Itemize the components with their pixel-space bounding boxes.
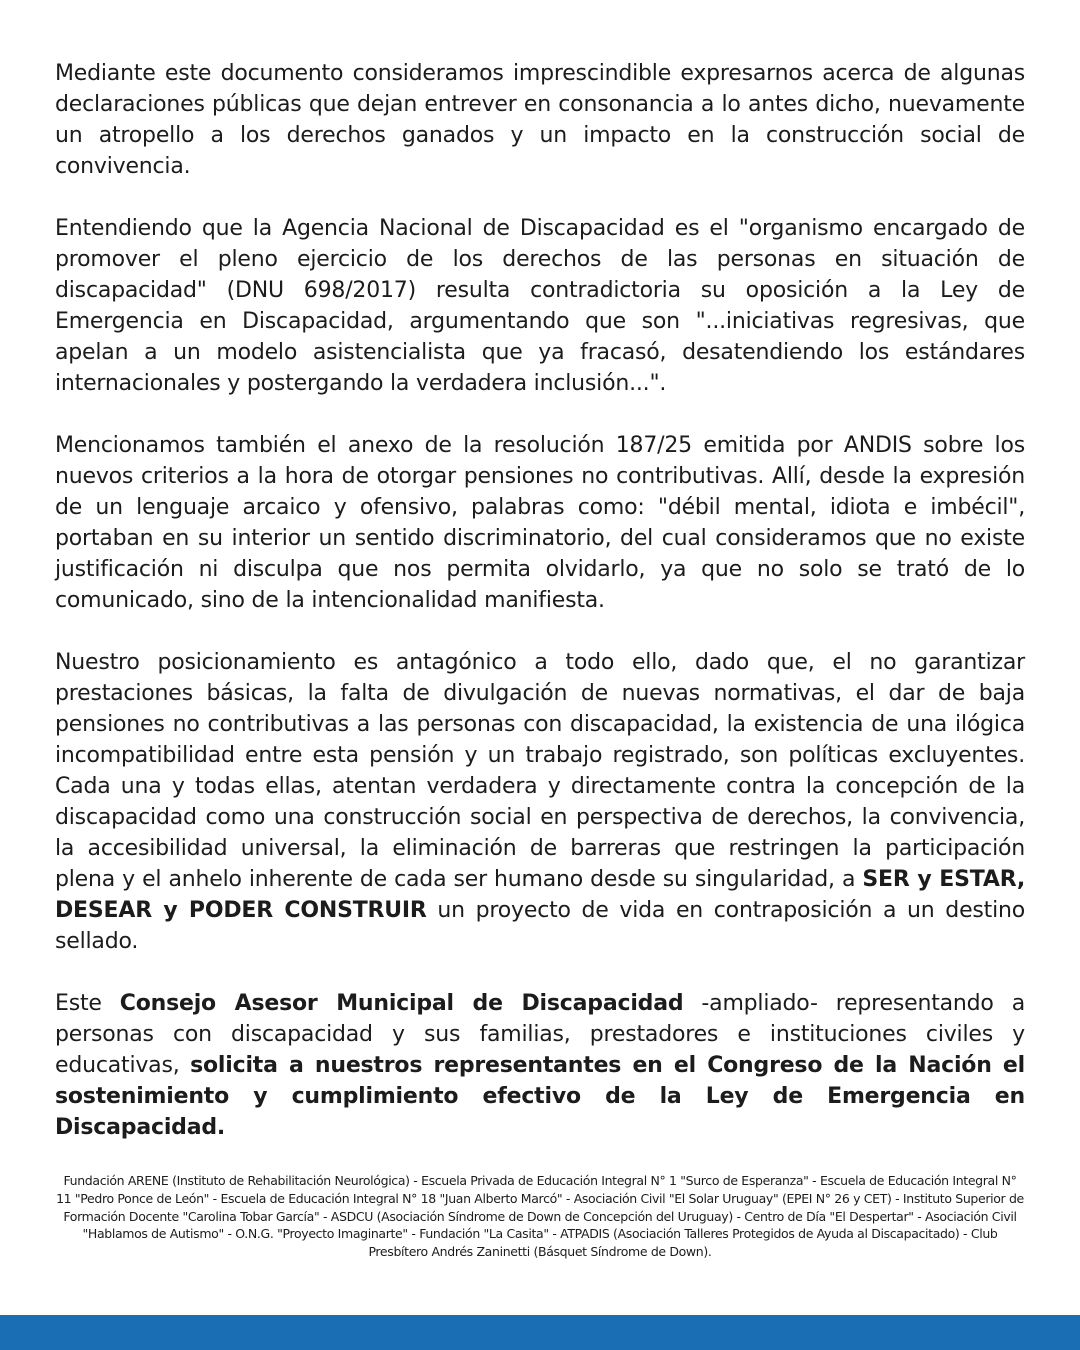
paragraph-position-emphasis: SER y ESTAR, DESEAR y PODER CONSTRUIR <box>55 867 1026 923</box>
paragraph-andis-agency: Entendiendo que la Agencia Nacional de Discapacidad es el "organismo encargado de promover el pleno ejercicio de los derechos de las personas en situación de discapacidad" (DNU 698/2017) resulta contradictoria su oposición a la Ley de Emergencia en Discapacidad, argumentando que son "...iniciativas regresivas, que apelan a un modelo asistencialista que ya fracasó, desatendiendo los estándares internacionales y postergando la verdadera inclusión...". <box>55 216 1025 396</box>
paragraph-resolution: Mencionamos también el anexo de la resolución 187/25 emitida por ANDIS sobre los nuevos criterios a la hora de otorgar pensiones no contributivas. Allí, desde la expresión de un lenguaje arcaico y ofensivo, palabras como: "débil mental, idiota e imbécil", portaban en su interior un sentido discriminatorio, del cual consideramos que no existe justificación ni disculpa que nos permita olvidarlo, ya que no solo se trató de lo comunicado, sino de la intencionalidad manifiesta. <box>55 433 1025 613</box>
paragraph-position <box>55 647 1025 957</box>
paragraph-position-ending: un proyecto de vida en contraposición a un destino sellado. <box>55 898 1026 954</box>
paragraph-request <box>55 988 1025 1143</box>
bottom-color-bar <box>0 1315 1080 1350</box>
paragraph-intro: Mediante este documento consideramos imprescindible expresarnos acerca de algunas declaraciones públicas que dejan entrever en consonancia a lo antes dicho, nuevamente un atropello a los derechos ganados y un impacto en la construcción social de convivencia. <box>55 61 1025 179</box>
council-name: Consejo Asesor Municipal de Discapacidad <box>119 991 684 1016</box>
signatories-footer: Fundación ARENE (Instituto de Rehabilitación Neurológica) - Escuela Privada de Educación Integral N° 1 "Surco de Esperanza" - Escuela de Educación Integral N° 11 "Pedro Ponce de León" - Escuela de Educación Integral N° 18 "Juan Alberto Marcó" - Asociación Civil "El Solar Uruguay" (EPEI N° 26 y CET) - Instituto Superior de Formación Docente "Carolina Tobar García" - ASDCU (Asociación Síndrome de Down de Concepción del Uruguay) - Centro de Día "El Despertar" - Asociación Civil "Hablamos de Autismo" - O.N.G. "Proyecto Imaginarte" - Fundación "La Casita" - ATPADIS (Asociación Talleres Protegidos de Ayuda al Discapacitado) - Club Presbítero Andrés Zaninetti (Básquet Síndrome de Down). <box>56 1173 1024 1260</box>
document-body <box>55 58 1025 1174</box>
paragraph-request-start: Este <box>55 991 120 1016</box>
request-statement: solicita a nuestros representantes en el Congreso de la Nación el sostenimiento y cumplimiento efectivo de la Ley de Emergencia en Discapacidad. <box>55 1053 1025 1140</box>
paragraph-request-middle: -ampliado- representando a personas con discapacidad y sus familias, prestadores e instituciones civiles y educativas, <box>55 991 1025 1078</box>
paragraph-position-text: Nuestro posicionamiento es antagónico a todo ello, dado que, el no garantizar prestaciones básicas, la falta de divulgación de nuevas normativas, el dar de baja pensiones no contributivas a las personas con discapacidad, la existencia de una ilógica incompatibilidad entre esta pensión y un trabajo registrado, son políticas excluyentes. Cada una y todas ellas, atentan verdadera y directamente contra la concepción de la discapacidad como una construcción social en perspectiva de derechos, la convivencia, la accesibilidad universal, la eliminación de barreras que restringen la participación plena y el anhelo inherente de cada ser humano desde su singularidad, a <box>55 650 1025 892</box>
